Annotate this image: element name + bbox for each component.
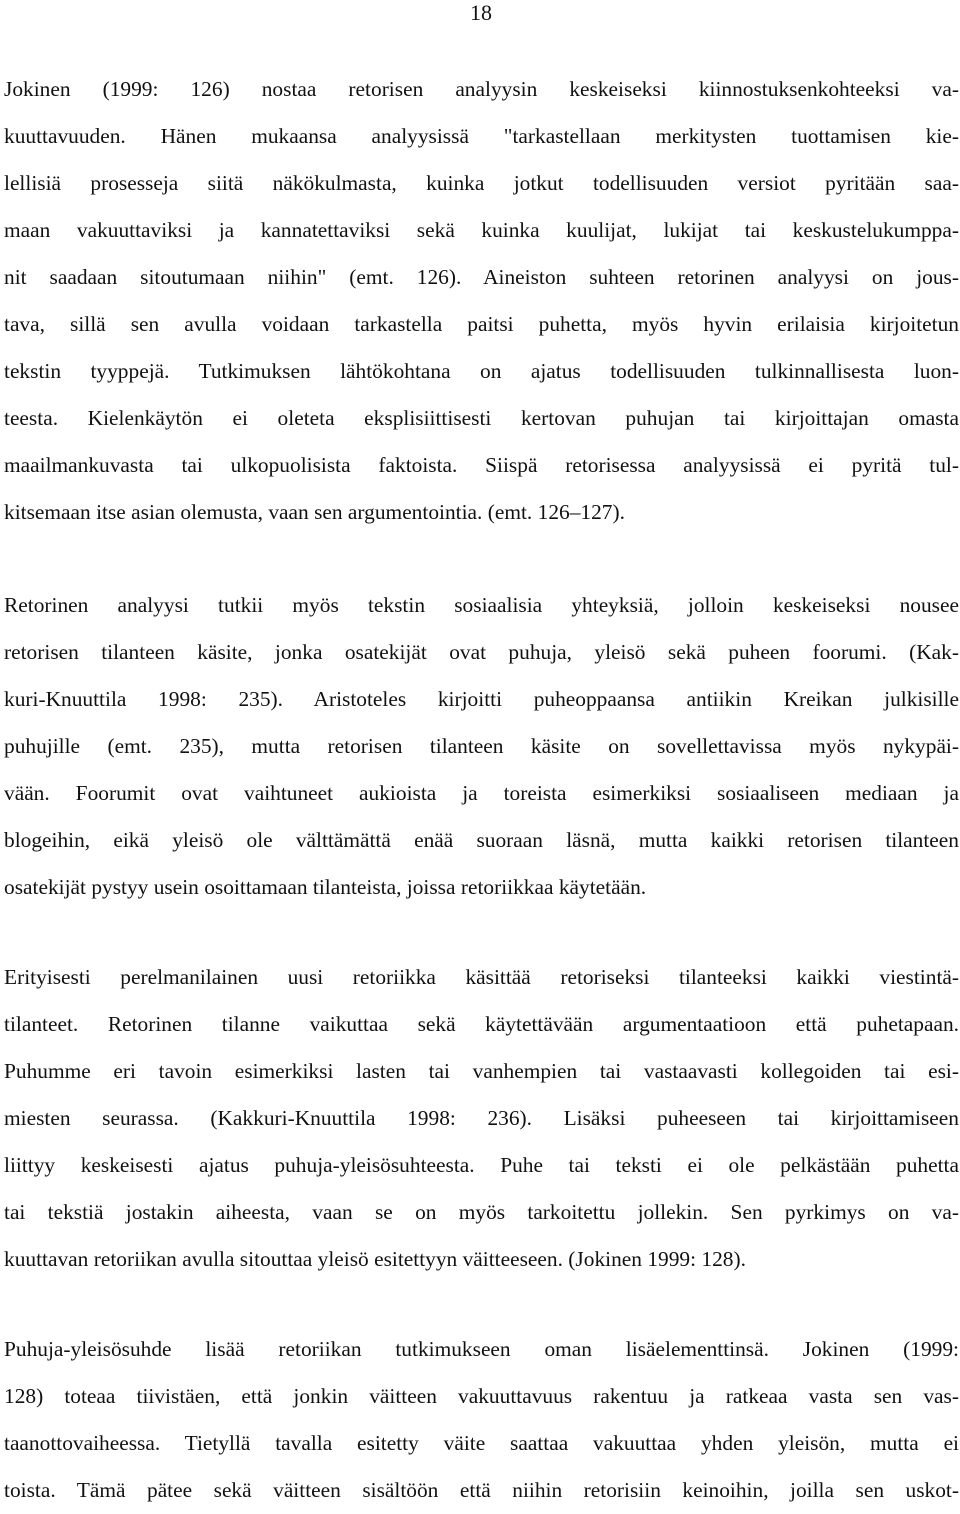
paragraph-2 <box>4 582 959 911</box>
text-line: retorisen tilanteen käsite, jonka osatekijät ovat puhuja, yleisö sekä puheen foorumi. (Kak- <box>4 640 959 664</box>
text-line: osatekijät pystyy usein osoittamaan tilanteista, joissa retoriikkaa käytetään. <box>4 875 647 899</box>
text-line: teesta. Kielenkäytön ei oleteta eksplisiittisesti kertovan puhujan tai kirjoittajan omasta <box>4 406 959 430</box>
text-line: tava, sillä sen avulla voidaan tarkastella paitsi puhetta, myös hyvin erilaisia kirjoitetun <box>4 312 959 336</box>
text-line: maailmankuvasta tai ulkopuolisista faktoista. Siispä retorisessa analyysissä ei pyritä tul- <box>4 453 959 477</box>
text-line: kuri-Knuuttila 1998: 235). Aristoteles kirjoitti puheoppaansa antiikin Kreikan julkisille <box>4 687 959 711</box>
text-line: Puhumme eri tavoin esimerkiksi lasten tai vanhempien tai vastaavasti kollegoiden tai esi- <box>4 1059 959 1083</box>
text-line: Erityisesti perelmanilainen uusi retoriikka käsittää retoriseksi tilanteeksi kaikki viestintä- <box>4 965 959 989</box>
text-line: 128) toteaa tiivistäen, että jonkin väitteen vakuuttavuus rakentuu ja ratkeaa vasta sen vas- <box>4 1384 959 1408</box>
text-line: lellisiä prosesseja siitä näkökulmasta, kuinka jotkut todellisuuden versiot pyritään saa- <box>4 171 959 195</box>
text-line: tai tekstiä jostakin aiheesta, vaan se on myös tarkoitettu jollekin. Sen pyrkimys on va- <box>4 1200 959 1224</box>
paragraph-1 <box>4 66 959 536</box>
text-line: puhujille (emt. 235), mutta retorisen tilanteen käsite on sovellettavissa myös nykypäi- <box>4 734 959 758</box>
text-line: blogeihin, eikä yleisö ole välttämättä enää suoraan läsnä, mutta kaikki retorisen tilanteen <box>4 828 959 852</box>
text-line: toista. Tämä pätee sekä väitteen sisältöön että niihin retorisiin keinoihin, joilla sen uskot- <box>4 1478 959 1502</box>
text-line: kuuttavuuden. Hänen mukaansa analyysissä "tarkastellaan merkitysten tuottamisen kie- <box>4 124 959 148</box>
text-line: kuuttavan retoriikan avulla sitouttaa yleisö esitettyyn väitteeseen. (Jokinen 1999: 128). <box>4 1247 746 1271</box>
text-line: vään. Foorumit ovat vaihtuneet aukioista ja toreista esimerkiksi sosiaaliseen mediaan ja <box>4 781 959 805</box>
text-line: tilanteet. Retorinen tilanne vaikuttaa sekä käytettävään argumentaatioon että puhetapaan. <box>4 1012 959 1036</box>
text-line: nit saadaan sitoutumaan niihin" (emt. 126). Aineiston suhteen retorinen analyysi on jous- <box>4 265 959 289</box>
text-line: Puhuja-yleisösuhde lisää retoriikan tutkimukseen oman lisäelementtinsä. Jokinen (1999: <box>4 1337 959 1361</box>
page-number: 18 <box>470 0 492 25</box>
text-line: maan vakuuttaviksi ja kannatettaviksi sekä kuinka kuulijat, lukijat tai keskustelukumppa- <box>4 218 959 242</box>
text-line: miesten seurassa. (Kakkuri-Knuuttila 1998: 236). Lisäksi puheeseen tai kirjoittamiseen <box>4 1106 959 1130</box>
text-line: kitsemaan itse asian olemusta, vaan sen argumentointia. (emt. 126–127). <box>4 500 625 524</box>
text-line: Jokinen (1999: 126) nostaa retorisen analyysin keskeiseksi kiinnostuksenkohteeksi va- <box>4 77 959 101</box>
text-line: Retorinen analyysi tutkii myös tekstin sosiaalisia yhteyksiä, jolloin keskeiseksi nousee <box>4 593 959 617</box>
paragraph-4 <box>4 1326 959 1514</box>
text-line: liittyy keskeisesti ajatus puhuja-yleisösuhteesta. Puhe tai teksti ei ole pelkästään puhetta <box>4 1153 959 1177</box>
paragraph-3 <box>4 954 959 1283</box>
text-line: tekstin tyyppejä. Tutkimuksen lähtökohtana on ajatus todellisuuden tulkinnallisesta luon- <box>4 359 959 383</box>
text-line: taanottovaiheessa. Tietyllä tavalla esitetty väite saattaa vakuuttaa yhden yleisön, mutta ei <box>4 1431 959 1455</box>
